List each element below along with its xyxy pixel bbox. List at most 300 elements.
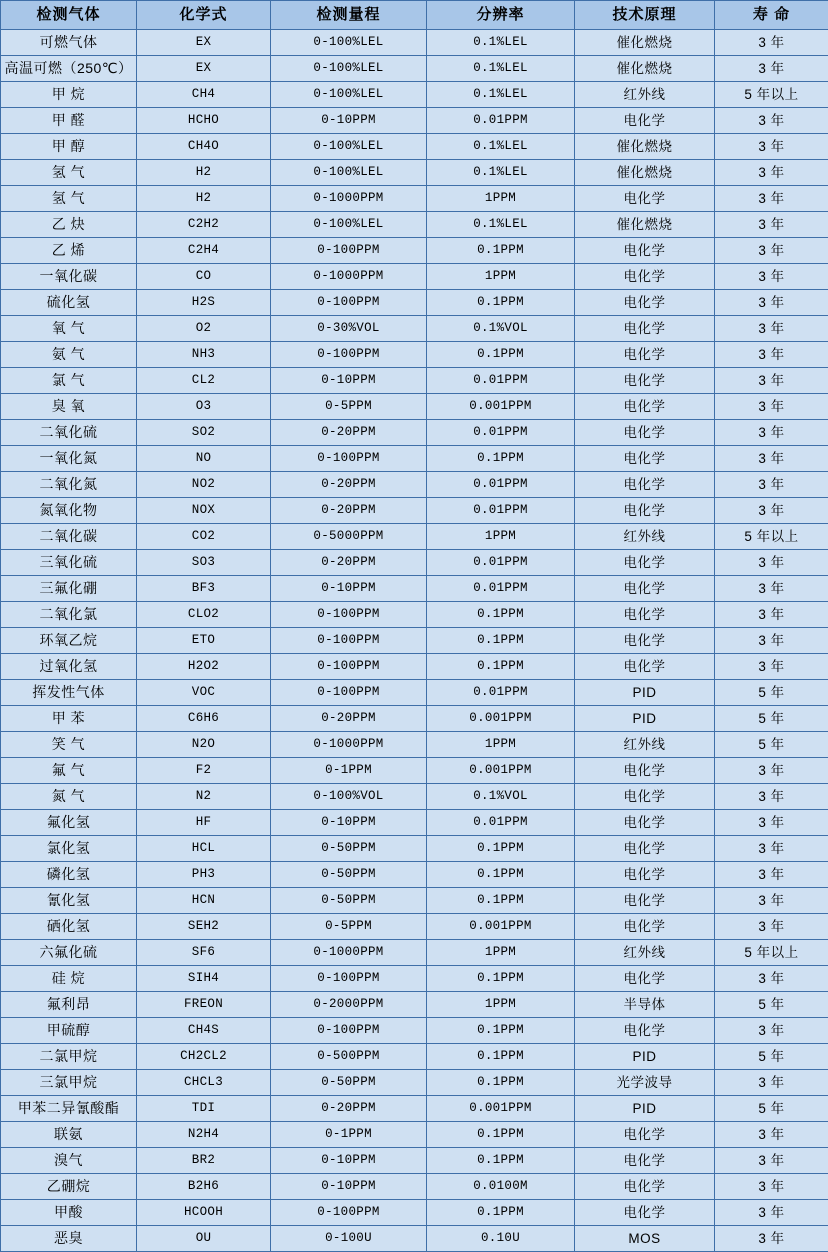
cell-principle: 电化学 [575, 290, 715, 316]
cell-range: 0-30%VOL [271, 316, 427, 342]
cell-resolution: 0.1PPM [427, 1044, 575, 1070]
table-row [1, 56, 828, 82]
cell-gas-name: 氟利昂 [1, 992, 137, 1018]
table-row [1, 342, 828, 368]
table-row [1, 602, 828, 628]
cell-principle: PID [575, 1096, 715, 1122]
cell-principle: 催化燃烧 [575, 160, 715, 186]
cell-lifetime: 3 年 [715, 784, 828, 810]
cell-gas-name: 乙 烯 [1, 238, 137, 264]
cell-lifetime: 3 年 [715, 1200, 828, 1226]
cell-formula: BR2 [137, 1148, 271, 1174]
table-row [1, 888, 828, 914]
cell-formula: CL2 [137, 368, 271, 394]
cell-gas-name: 甲 醛 [1, 108, 137, 134]
cell-gas-name: 甲 苯 [1, 706, 137, 732]
cell-resolution: 0.1PPM [427, 446, 575, 472]
cell-gas-name: 甲硫醇 [1, 1018, 137, 1044]
cell-formula: VOC [137, 680, 271, 706]
cell-lifetime: 3 年 [715, 576, 828, 602]
cell-range: 0-20PPM [271, 498, 427, 524]
cell-resolution: 0.001PPM [427, 394, 575, 420]
cell-range: 0-100%LEL [271, 160, 427, 186]
cell-lifetime: 5 年以上 [715, 82, 828, 108]
column-header-lifetime: 寿 命 [715, 1, 828, 30]
cell-resolution: 0.01PPM [427, 550, 575, 576]
cell-range: 0-10PPM [271, 810, 427, 836]
cell-gas-name: 联氨 [1, 1122, 137, 1148]
cell-range: 0-100%LEL [271, 134, 427, 160]
table-body [1, 30, 828, 1252]
cell-gas-name: 硅 烷 [1, 966, 137, 992]
cell-gas-name: 甲 烷 [1, 82, 137, 108]
cell-resolution: 0.1PPM [427, 966, 575, 992]
cell-range: 0-100U [271, 1226, 427, 1252]
cell-formula: C6H6 [137, 706, 271, 732]
cell-gas-name: 环氧乙烷 [1, 628, 137, 654]
cell-resolution: 0.1%LEL [427, 212, 575, 238]
cell-range: 0-100PPM [271, 290, 427, 316]
cell-lifetime: 3 年 [715, 888, 828, 914]
cell-principle: 电化学 [575, 1174, 715, 1200]
cell-gas-name: 氧 气 [1, 316, 137, 342]
cell-principle: 电化学 [575, 264, 715, 290]
cell-formula: HCHO [137, 108, 271, 134]
cell-range: 0-5PPM [271, 394, 427, 420]
cell-principle: 电化学 [575, 914, 715, 940]
cell-gas-name: 氯化氢 [1, 836, 137, 862]
cell-formula: H2 [137, 186, 271, 212]
cell-resolution: 0.1PPM [427, 238, 575, 264]
cell-range: 0-100%LEL [271, 82, 427, 108]
cell-gas-name: 二氧化氯 [1, 602, 137, 628]
cell-formula: C2H4 [137, 238, 271, 264]
cell-lifetime: 3 年 [715, 186, 828, 212]
cell-lifetime: 5 年 [715, 732, 828, 758]
cell-range: 0-50PPM [271, 1070, 427, 1096]
cell-formula: NOX [137, 498, 271, 524]
table-row [1, 1044, 828, 1070]
table-row [1, 628, 828, 654]
cell-resolution: 0.1%VOL [427, 316, 575, 342]
cell-range: 0-1PPM [271, 1122, 427, 1148]
cell-range: 0-100%LEL [271, 56, 427, 82]
table-row [1, 732, 828, 758]
cell-principle: 电化学 [575, 446, 715, 472]
cell-resolution: 1PPM [427, 186, 575, 212]
cell-principle: 红外线 [575, 82, 715, 108]
cell-principle: 电化学 [575, 888, 715, 914]
table-row [1, 446, 828, 472]
cell-lifetime: 3 年 [715, 30, 828, 56]
cell-lifetime: 3 年 [715, 810, 828, 836]
cell-formula: H2O2 [137, 654, 271, 680]
cell-resolution: 0.1PPM [427, 628, 575, 654]
cell-formula: ETO [137, 628, 271, 654]
cell-lifetime: 3 年 [715, 602, 828, 628]
cell-principle: 电化学 [575, 108, 715, 134]
cell-range: 0-20PPM [271, 706, 427, 732]
cell-lifetime: 3 年 [715, 966, 828, 992]
cell-resolution: 0.01PPM [427, 498, 575, 524]
cell-formula: O3 [137, 394, 271, 420]
cell-gas-name: 硒化氢 [1, 914, 137, 940]
table-row [1, 1070, 828, 1096]
table-row [1, 654, 828, 680]
table-row [1, 264, 828, 290]
cell-resolution: 0.001PPM [427, 1096, 575, 1122]
cell-range: 0-100%VOL [271, 784, 427, 810]
cell-resolution: 1PPM [427, 940, 575, 966]
cell-gas-name: 甲酸 [1, 1200, 137, 1226]
cell-range: 0-50PPM [271, 888, 427, 914]
cell-resolution: 0.1PPM [427, 1200, 575, 1226]
cell-principle: 电化学 [575, 498, 715, 524]
cell-principle: MOS [575, 1226, 715, 1252]
cell-formula: EX [137, 30, 271, 56]
cell-resolution: 0.1PPM [427, 654, 575, 680]
cell-principle: 红外线 [575, 940, 715, 966]
cell-resolution: 0.1%LEL [427, 160, 575, 186]
cell-resolution: 0.1%VOL [427, 784, 575, 810]
cell-formula: NO [137, 446, 271, 472]
cell-principle: 电化学 [575, 966, 715, 992]
cell-resolution: 0.1PPM [427, 862, 575, 888]
table-row [1, 1148, 828, 1174]
cell-lifetime: 5 年 [715, 1096, 828, 1122]
cell-formula: CHCL3 [137, 1070, 271, 1096]
cell-range: 0-100PPM [271, 680, 427, 706]
cell-lifetime: 3 年 [715, 420, 828, 446]
cell-range: 0-1000PPM [271, 186, 427, 212]
cell-lifetime: 5 年以上 [715, 940, 828, 966]
cell-principle: 催化燃烧 [575, 134, 715, 160]
table-row [1, 316, 828, 342]
cell-principle: 催化燃烧 [575, 30, 715, 56]
cell-resolution: 0.1PPM [427, 836, 575, 862]
cell-formula: B2H6 [137, 1174, 271, 1200]
cell-lifetime: 3 年 [715, 1174, 828, 1200]
cell-resolution: 0.1%LEL [427, 134, 575, 160]
cell-range: 0-100PPM [271, 628, 427, 654]
cell-formula: CH4O [137, 134, 271, 160]
column-header-resolution: 分辨率 [427, 1, 575, 30]
cell-gas-name: 硫化氢 [1, 290, 137, 316]
cell-principle: 电化学 [575, 602, 715, 628]
table-row [1, 498, 828, 524]
cell-gas-name: 六氟化硫 [1, 940, 137, 966]
table-row [1, 290, 828, 316]
cell-gas-name: 乙硼烷 [1, 1174, 137, 1200]
cell-range: 0-50PPM [271, 836, 427, 862]
cell-lifetime: 3 年 [715, 758, 828, 784]
cell-lifetime: 3 年 [715, 550, 828, 576]
cell-principle: 电化学 [575, 1122, 715, 1148]
cell-resolution: 0.1PPM [427, 888, 575, 914]
cell-lifetime: 3 年 [715, 1018, 828, 1044]
cell-lifetime: 3 年 [715, 160, 828, 186]
cell-gas-name: 二氯甲烷 [1, 1044, 137, 1070]
cell-formula: N2 [137, 784, 271, 810]
cell-lifetime: 3 年 [715, 56, 828, 82]
cell-range: 0-100%LEL [271, 212, 427, 238]
cell-gas-name: 磷化氢 [1, 862, 137, 888]
cell-resolution: 0.01PPM [427, 108, 575, 134]
cell-gas-name: 氯 气 [1, 368, 137, 394]
cell-principle: 电化学 [575, 628, 715, 654]
cell-principle: 电化学 [575, 1018, 715, 1044]
cell-range: 0-10PPM [271, 108, 427, 134]
cell-resolution: 0.001PPM [427, 914, 575, 940]
cell-gas-name: 一氧化氮 [1, 446, 137, 472]
cell-resolution: 0.01PPM [427, 472, 575, 498]
cell-principle: 催化燃烧 [575, 56, 715, 82]
cell-range: 0-10PPM [271, 368, 427, 394]
cell-formula: SO2 [137, 420, 271, 446]
cell-principle: 电化学 [575, 550, 715, 576]
cell-lifetime: 5 年以上 [715, 524, 828, 550]
cell-gas-name: 甲 醇 [1, 134, 137, 160]
cell-gas-name: 氮 气 [1, 784, 137, 810]
cell-lifetime: 3 年 [715, 1122, 828, 1148]
cell-range: 0-100PPM [271, 1200, 427, 1226]
table-row [1, 940, 828, 966]
cell-gas-name: 过氧化氢 [1, 654, 137, 680]
cell-range: 0-5PPM [271, 914, 427, 940]
cell-range: 0-100PPM [271, 238, 427, 264]
cell-lifetime: 3 年 [715, 836, 828, 862]
table-row [1, 394, 828, 420]
cell-lifetime: 3 年 [715, 1226, 828, 1252]
cell-range: 0-1PPM [271, 758, 427, 784]
cell-gas-name: 二氧化硫 [1, 420, 137, 446]
cell-formula: CO2 [137, 524, 271, 550]
cell-principle: PID [575, 680, 715, 706]
table-row [1, 1096, 828, 1122]
table-row [1, 992, 828, 1018]
cell-principle: 电化学 [575, 576, 715, 602]
cell-principle: 电化学 [575, 654, 715, 680]
cell-range: 0-100PPM [271, 602, 427, 628]
cell-gas-name: 乙 炔 [1, 212, 137, 238]
cell-formula: NO2 [137, 472, 271, 498]
cell-resolution: 1PPM [427, 524, 575, 550]
cell-lifetime: 3 年 [715, 472, 828, 498]
cell-gas-name: 氢 气 [1, 186, 137, 212]
cell-range: 0-20PPM [271, 550, 427, 576]
cell-range: 0-50PPM [271, 862, 427, 888]
cell-gas-name: 三氟化硼 [1, 576, 137, 602]
cell-resolution: 0.1PPM [427, 290, 575, 316]
cell-lifetime: 3 年 [715, 1070, 828, 1096]
table-row [1, 82, 828, 108]
cell-gas-name: 氟化氢 [1, 810, 137, 836]
cell-principle: 电化学 [575, 836, 715, 862]
cell-principle: 电化学 [575, 1200, 715, 1226]
cell-resolution: 0.1PPM [427, 342, 575, 368]
cell-lifetime: 3 年 [715, 368, 828, 394]
cell-lifetime: 3 年 [715, 654, 828, 680]
cell-range: 0-10PPM [271, 576, 427, 602]
cell-lifetime: 3 年 [715, 498, 828, 524]
cell-principle: 电化学 [575, 472, 715, 498]
table-row [1, 758, 828, 784]
cell-formula: F2 [137, 758, 271, 784]
cell-gas-name: 二氧化碳 [1, 524, 137, 550]
cell-lifetime: 5 年 [715, 992, 828, 1018]
cell-lifetime: 3 年 [715, 290, 828, 316]
cell-resolution: 0.001PPM [427, 706, 575, 732]
cell-gas-name: 氢 气 [1, 160, 137, 186]
cell-formula: C2H2 [137, 212, 271, 238]
cell-gas-name: 一氧化碳 [1, 264, 137, 290]
cell-formula: TDI [137, 1096, 271, 1122]
cell-formula: CLO2 [137, 602, 271, 628]
cell-resolution: 0.1PPM [427, 1122, 575, 1148]
cell-lifetime: 3 年 [715, 212, 828, 238]
cell-gas-name: 臭 氧 [1, 394, 137, 420]
table-header-row [1, 1, 828, 30]
cell-formula: SIH4 [137, 966, 271, 992]
cell-formula: HF [137, 810, 271, 836]
cell-resolution: 0.0100M [427, 1174, 575, 1200]
cell-range: 0-10PPM [271, 1148, 427, 1174]
table-row [1, 108, 828, 134]
table-row [1, 238, 828, 264]
cell-range: 0-2000PPM [271, 992, 427, 1018]
cell-lifetime: 3 年 [715, 446, 828, 472]
cell-principle: 电化学 [575, 784, 715, 810]
table-row [1, 1174, 828, 1200]
table-row [1, 836, 828, 862]
cell-resolution: 1PPM [427, 992, 575, 1018]
cell-lifetime: 5 年 [715, 680, 828, 706]
cell-resolution: 0.01PPM [427, 810, 575, 836]
cell-range: 0-1000PPM [271, 732, 427, 758]
cell-formula: EX [137, 56, 271, 82]
cell-range: 0-20PPM [271, 472, 427, 498]
cell-formula: SEH2 [137, 914, 271, 940]
cell-principle: 红外线 [575, 732, 715, 758]
cell-formula: H2 [137, 160, 271, 186]
cell-formula: N2H4 [137, 1122, 271, 1148]
cell-gas-name: 恶臭 [1, 1226, 137, 1252]
cell-range: 0-5000PPM [271, 524, 427, 550]
cell-formula: HCL [137, 836, 271, 862]
cell-resolution: 0.1PPM [427, 1018, 575, 1044]
cell-principle: 电化学 [575, 368, 715, 394]
cell-principle: 电化学 [575, 1148, 715, 1174]
cell-gas-name: 三氯甲烷 [1, 1070, 137, 1096]
column-header-range: 检测量程 [271, 1, 427, 30]
table-row [1, 550, 828, 576]
cell-principle: PID [575, 1044, 715, 1070]
column-header-principle: 技术原理 [575, 1, 715, 30]
cell-gas-name: 二氧化氮 [1, 472, 137, 498]
cell-gas-name: 可燃气体 [1, 30, 137, 56]
cell-gas-name: 氮氧化物 [1, 498, 137, 524]
cell-range: 0-10PPM [271, 1174, 427, 1200]
cell-resolution: 0.10U [427, 1226, 575, 1252]
cell-principle: 电化学 [575, 342, 715, 368]
table-row [1, 1018, 828, 1044]
cell-gas-name: 笑 气 [1, 732, 137, 758]
cell-lifetime: 3 年 [715, 1148, 828, 1174]
cell-lifetime: 3 年 [715, 342, 828, 368]
cell-resolution: 0.001PPM [427, 758, 575, 784]
cell-formula: CH4 [137, 82, 271, 108]
cell-lifetime: 3 年 [715, 628, 828, 654]
table-row [1, 472, 828, 498]
table-row [1, 1226, 828, 1252]
table-row [1, 1200, 828, 1226]
table-row [1, 1122, 828, 1148]
cell-range: 0-100PPM [271, 966, 427, 992]
cell-principle: 红外线 [575, 524, 715, 550]
cell-range: 0-100PPM [271, 342, 427, 368]
cell-lifetime: 3 年 [715, 914, 828, 940]
table-row [1, 160, 828, 186]
table-header [1, 1, 828, 30]
cell-resolution: 0.01PPM [427, 680, 575, 706]
cell-formula: OU [137, 1226, 271, 1252]
cell-resolution: 0.1%LEL [427, 82, 575, 108]
cell-gas-name: 三氧化硫 [1, 550, 137, 576]
cell-range: 0-100PPM [271, 446, 427, 472]
table-row [1, 420, 828, 446]
cell-resolution: 0.01PPM [427, 368, 575, 394]
cell-range: 0-500PPM [271, 1044, 427, 1070]
cell-gas-name: 高温可燃（250℃） [1, 56, 137, 82]
cell-range: 0-100PPM [271, 654, 427, 680]
cell-gas-name: 挥发性气体 [1, 680, 137, 706]
cell-lifetime: 3 年 [715, 108, 828, 134]
cell-formula: HCOOH [137, 1200, 271, 1226]
cell-formula: CO [137, 264, 271, 290]
cell-principle: 电化学 [575, 394, 715, 420]
table-row [1, 914, 828, 940]
cell-resolution: 0.1%LEL [427, 56, 575, 82]
cell-formula: SF6 [137, 940, 271, 966]
cell-formula: HCN [137, 888, 271, 914]
table-row [1, 680, 828, 706]
cell-resolution: 0.1%LEL [427, 30, 575, 56]
cell-range: 0-1000PPM [271, 940, 427, 966]
cell-lifetime: 5 年 [715, 1044, 828, 1070]
cell-principle: 电化学 [575, 238, 715, 264]
cell-formula: H2S [137, 290, 271, 316]
cell-formula: FREON [137, 992, 271, 1018]
cell-lifetime: 3 年 [715, 394, 828, 420]
cell-lifetime: 3 年 [715, 134, 828, 160]
cell-principle: PID [575, 706, 715, 732]
cell-formula: SO3 [137, 550, 271, 576]
table-row [1, 212, 828, 238]
cell-gas-name: 甲苯二异氰酸酯 [1, 1096, 137, 1122]
cell-principle: 电化学 [575, 810, 715, 836]
cell-principle: 半导体 [575, 992, 715, 1018]
cell-principle: 电化学 [575, 316, 715, 342]
cell-lifetime: 5 年 [715, 706, 828, 732]
table-row [1, 134, 828, 160]
cell-resolution: 0.01PPM [427, 420, 575, 446]
cell-formula: CH2CL2 [137, 1044, 271, 1070]
cell-range: 0-20PPM [271, 1096, 427, 1122]
table-row [1, 524, 828, 550]
cell-principle: 电化学 [575, 862, 715, 888]
cell-lifetime: 3 年 [715, 238, 828, 264]
cell-resolution: 0.1PPM [427, 1070, 575, 1096]
